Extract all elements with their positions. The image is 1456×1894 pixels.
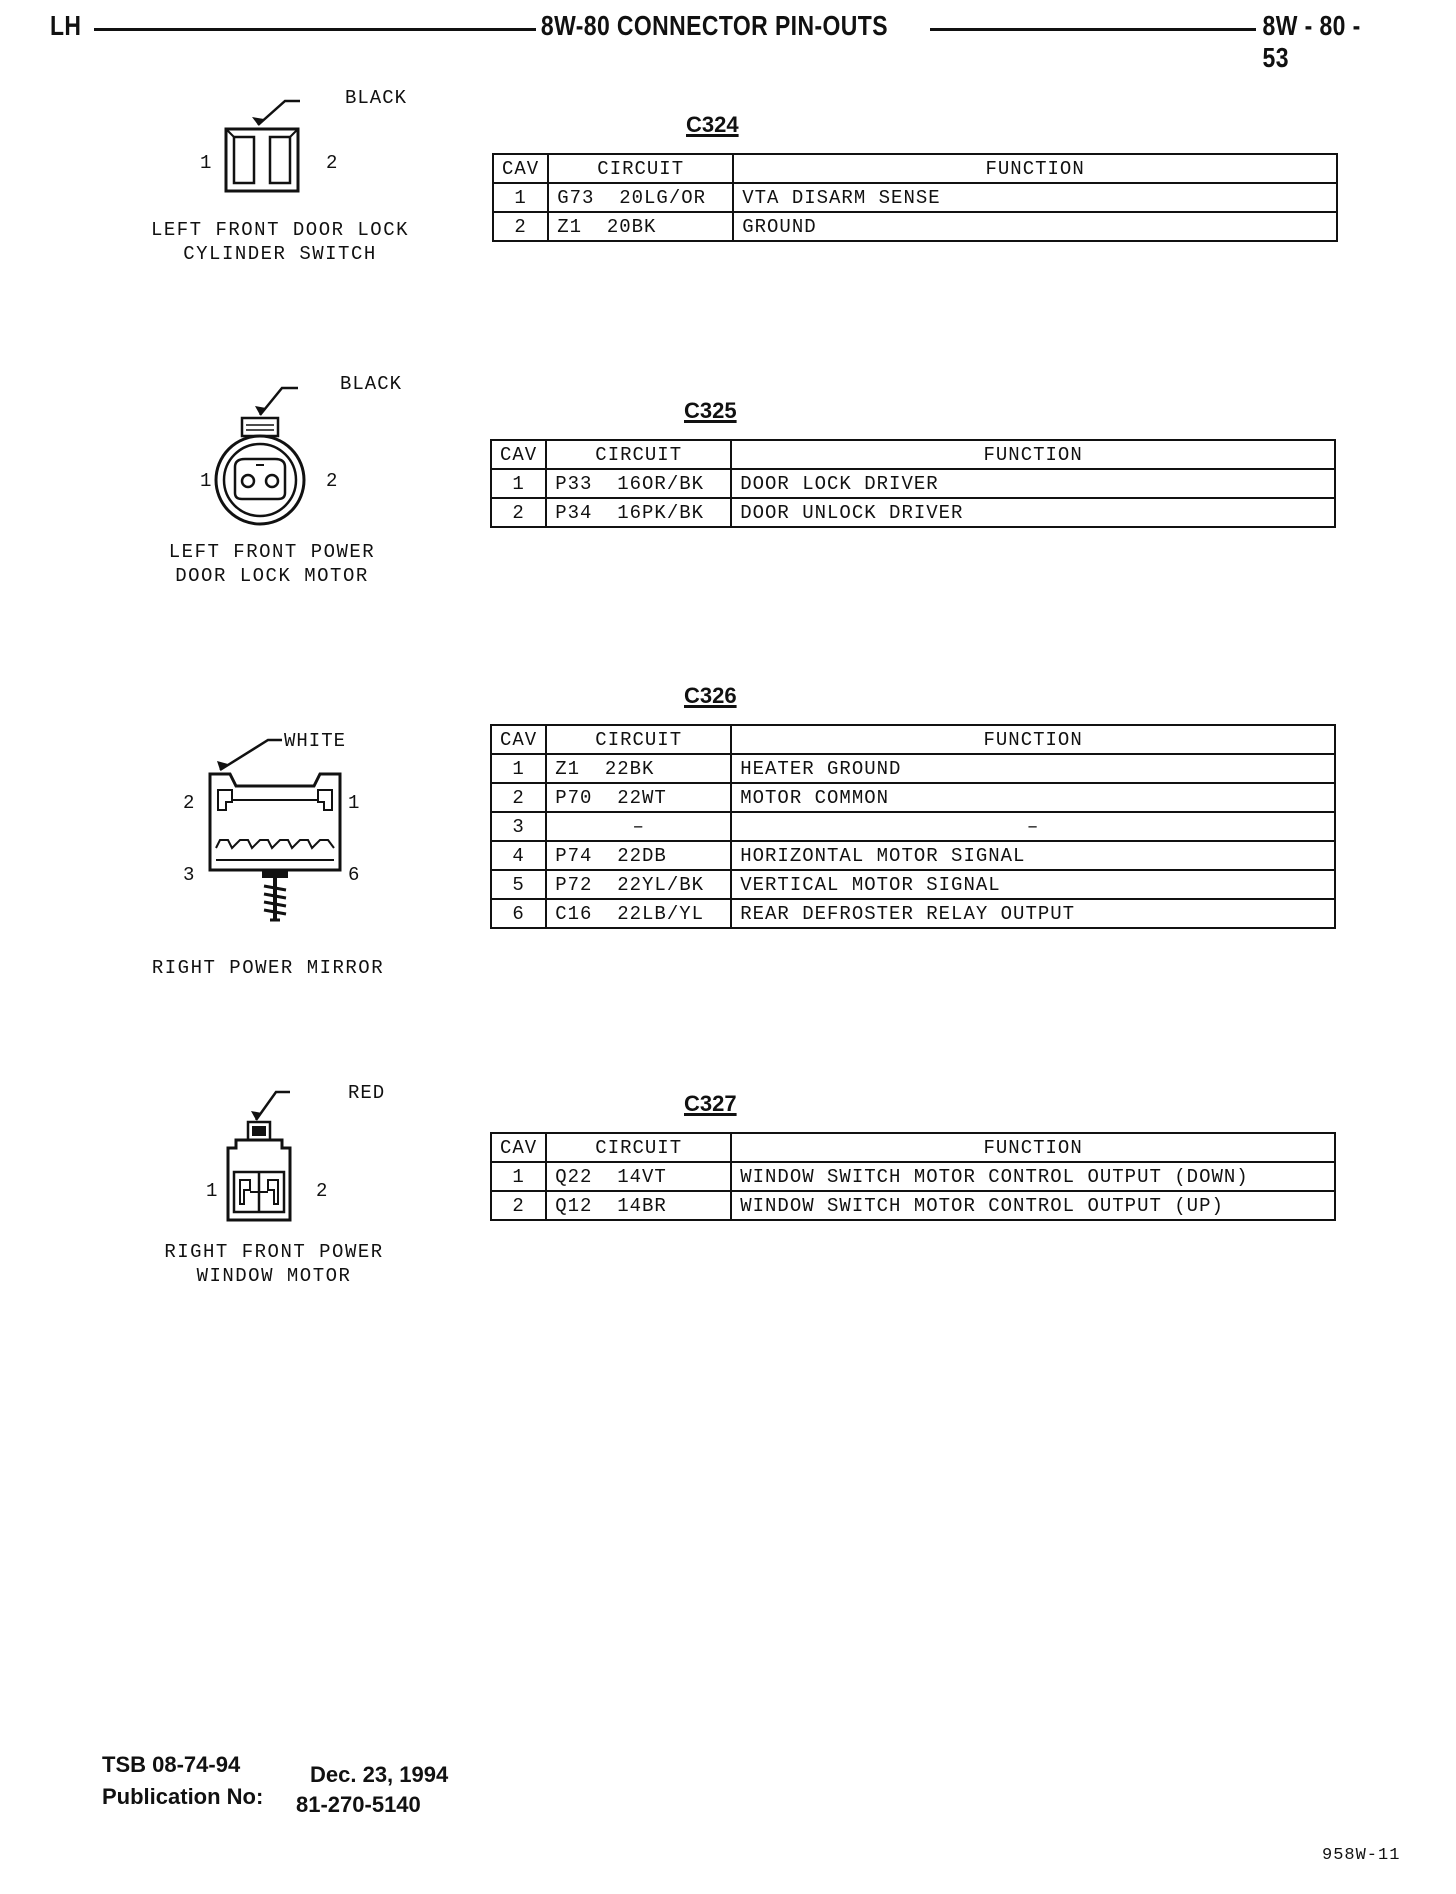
connector-color-label: WHITE xyxy=(284,730,347,752)
cav-cell: 6 xyxy=(491,899,546,928)
column-header: FUNCTION xyxy=(731,1133,1335,1162)
connector-color-label: BLACK xyxy=(345,87,408,109)
column-header: FUNCTION xyxy=(731,440,1335,469)
header-rule-left xyxy=(94,28,584,31)
connector-caption xyxy=(110,218,450,266)
circuit-cell: P74 22DB xyxy=(546,841,731,870)
table-row xyxy=(491,841,1335,870)
pin-label: 2 xyxy=(183,792,195,814)
pin-label: 1 xyxy=(200,470,212,492)
tsb-date: Dec. 23, 1994 xyxy=(310,1762,449,1787)
caption-line: LEFT FRONT DOOR LOCK xyxy=(150,219,410,241)
table-row xyxy=(493,183,1337,212)
circuit-cell: P33 16OR/BK xyxy=(546,469,731,498)
function-cell: VTA DISARM SENSE xyxy=(733,183,1337,212)
column-header: CAV xyxy=(491,440,546,469)
circuit-cell: Q12 14BR xyxy=(546,1191,731,1220)
pin-label: 1 xyxy=(200,152,212,174)
circuit-cell: P72 22YL/BK xyxy=(546,870,731,899)
pin-label: 6 xyxy=(348,864,360,886)
page-header xyxy=(50,10,1416,73)
function-cell: REAR DEFROSTER RELAY OUTPUT xyxy=(731,899,1335,928)
column-header: FUNCTION xyxy=(733,154,1337,183)
caption-line: DOOR LOCK MOTOR xyxy=(175,565,369,587)
function-cell: DOOR LOCK DRIVER xyxy=(731,469,1335,498)
column-header: CIRCUIT xyxy=(546,1133,731,1162)
connector-caption xyxy=(98,956,438,980)
column-header: CAV xyxy=(493,154,548,183)
table-row xyxy=(491,812,1335,841)
circuit-cell: P70 22WT xyxy=(546,783,731,812)
connector-id: C327 xyxy=(684,1091,737,1116)
caption-line: RIGHT FRONT POWER xyxy=(164,1241,384,1263)
figure-code: 958W-11 xyxy=(1322,1846,1401,1865)
pinout-table xyxy=(490,724,1336,929)
caption-line: LEFT FRONT POWER xyxy=(168,541,376,563)
connector-color-label: BLACK xyxy=(340,373,403,395)
column-header: FUNCTION xyxy=(731,725,1335,754)
pin-label: 2 xyxy=(316,1180,328,1202)
function-cell: VERTICAL MOTOR SIGNAL xyxy=(731,870,1335,899)
circuit-cell: Z1 20BK xyxy=(548,212,733,241)
cav-cell: 1 xyxy=(491,469,546,498)
column-header: CAV xyxy=(491,725,546,754)
table-header-row xyxy=(491,1133,1335,1162)
circuit-cell: – xyxy=(546,812,731,841)
table-row xyxy=(491,1162,1335,1191)
connector-id: C324 xyxy=(686,112,739,137)
table-header-row xyxy=(493,154,1337,183)
cav-cell: 1 xyxy=(491,754,546,783)
table-row xyxy=(491,754,1335,783)
connector-color-label: RED xyxy=(348,1082,386,1104)
cav-cell: 1 xyxy=(491,1162,546,1191)
connector-caption xyxy=(102,540,442,588)
publication-number: 81-270-5140 xyxy=(296,1792,421,1817)
cav-cell: 2 xyxy=(491,1191,546,1220)
header-rule-right xyxy=(930,28,1300,31)
page-number: 8W - 80 - 53 xyxy=(1256,10,1387,74)
cav-cell: 5 xyxy=(491,870,546,899)
function-cell: WINDOW SWITCH MOTOR CONTROL OUTPUT (UP) xyxy=(731,1191,1335,1220)
column-header: CAV xyxy=(491,1133,546,1162)
cav-cell: 4 xyxy=(491,841,546,870)
function-cell: DOOR UNLOCK DRIVER xyxy=(731,498,1335,527)
publication-label: Publication No: xyxy=(102,1784,264,1809)
cav-cell: 3 xyxy=(491,812,546,841)
pin-label: 2 xyxy=(326,470,338,492)
cav-cell: 2 xyxy=(491,498,546,527)
table-row xyxy=(491,870,1335,899)
cav-cell: 2 xyxy=(493,212,548,241)
function-cell: GROUND xyxy=(733,212,1337,241)
function-cell: HORIZONTAL MOTOR SIGNAL xyxy=(731,841,1335,870)
column-header: CIRCUIT xyxy=(548,154,733,183)
caption-line: WINDOW MOTOR xyxy=(196,1265,352,1287)
circuit-cell: Q22 14VT xyxy=(546,1162,731,1191)
table-row xyxy=(491,1191,1335,1220)
table-row xyxy=(491,498,1335,527)
function-cell: – xyxy=(731,812,1335,841)
circuit-cell: G73 20LG/OR xyxy=(548,183,733,212)
function-cell: HEATER GROUND xyxy=(731,754,1335,783)
circuit-cell: Z1 22BK xyxy=(546,754,731,783)
cav-cell: 2 xyxy=(491,783,546,812)
header-section: LH xyxy=(50,10,82,41)
connector-id: C326 xyxy=(684,683,737,708)
circuit-cell: C16 22LB/YL xyxy=(546,899,731,928)
pinout-table xyxy=(490,1132,1336,1221)
pin-label: 2 xyxy=(326,152,338,174)
function-cell: MOTOR COMMON xyxy=(731,783,1335,812)
caption-line: RIGHT POWER MIRROR xyxy=(151,957,385,979)
table-row xyxy=(491,469,1335,498)
caption-line: CYLINDER SWITCH xyxy=(183,243,377,265)
table-row xyxy=(491,783,1335,812)
pinout-table xyxy=(490,439,1336,528)
column-header: CIRCUIT xyxy=(546,725,731,754)
tsb-number: TSB 08-74-94 xyxy=(102,1752,241,1777)
function-cell: WINDOW SWITCH MOTOR CONTROL OUTPUT (DOWN) xyxy=(731,1162,1335,1191)
connector-caption xyxy=(104,1240,444,1288)
pin-label: 1 xyxy=(206,1180,218,1202)
circuit-cell: P34 16PK/BK xyxy=(546,498,731,527)
table-header-row xyxy=(491,440,1335,469)
pin-label: 3 xyxy=(183,864,195,886)
pinout-table xyxy=(492,153,1338,242)
table-row xyxy=(493,212,1337,241)
table-row xyxy=(491,899,1335,928)
connector-id: C325 xyxy=(684,398,737,423)
column-header: CIRCUIT xyxy=(546,440,731,469)
pin-label: 1 xyxy=(348,792,360,814)
table-header-row xyxy=(491,725,1335,754)
page-title: 8W-80 CONNECTOR PIN-OUTS xyxy=(536,10,893,42)
cav-cell: 1 xyxy=(493,183,548,212)
